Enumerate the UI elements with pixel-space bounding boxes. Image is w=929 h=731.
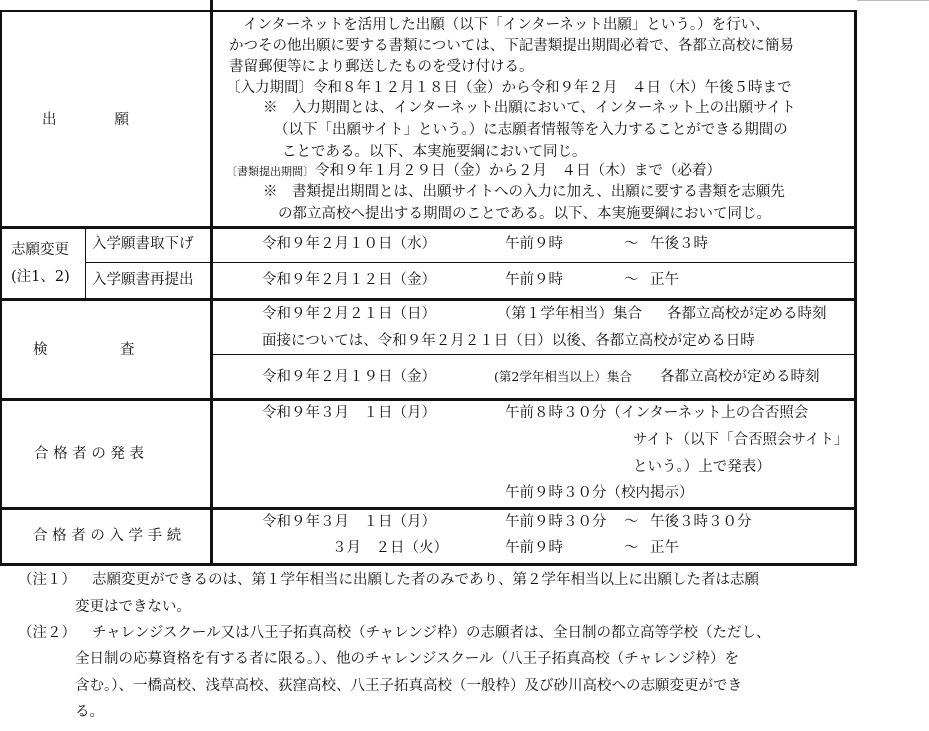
enrollment-start-time-1: 午前９時３０分 bbox=[505, 514, 607, 530]
table-col-divider bbox=[210, 0, 213, 566]
table-rule bbox=[0, 507, 857, 510]
table-border-bottom bbox=[0, 563, 857, 566]
input-period-line: 〔入力期間〕令和８年１２月１８日（金）から令和９年２月 ４日（木）午後５時まで bbox=[226, 80, 792, 96]
exam-group-second-year: (第2学年相当以上）集合 bbox=[494, 369, 632, 384]
table-border-right bbox=[854, 10, 857, 566]
exam-time-first-year: 各都立高校が定める時刻 bbox=[667, 306, 827, 322]
enrollment-end-time-2: 正午 bbox=[650, 540, 679, 556]
table-rule bbox=[86, 262, 857, 263]
interview-note: 面接については、令和９年２月２１日（日）以後、各都立高校が定める日時 bbox=[262, 333, 755, 349]
resubmit-date: 令和９年２月１２日（金） bbox=[262, 272, 436, 288]
table-border-left bbox=[0, 10, 2, 566]
enrollment-end-time-1: 午後３時３０分 bbox=[650, 514, 752, 530]
note-2-line: る。 bbox=[75, 704, 104, 720]
tilde: ～ bbox=[624, 540, 639, 556]
input-period-note: ※ 入力期間とは、インターネット出願において、インターネット上の出願サイト bbox=[263, 100, 796, 116]
row-label-note-ref: (注1、2) bbox=[11, 269, 70, 285]
exam-date-first-year: 令和９年２月２１日（日） bbox=[262, 306, 436, 322]
withdraw-end-time: 午後３時 bbox=[650, 236, 708, 252]
resubmit-end-time: 正午 bbox=[650, 272, 679, 288]
row-label-happyo: 合 格 者 の 発 表 bbox=[34, 446, 145, 462]
input-period-note: ことである。以下、本実施要綱において同じ。 bbox=[282, 144, 587, 160]
page-edge-line bbox=[857, 0, 929, 1]
table-rule bbox=[0, 398, 857, 401]
tilde: ～ bbox=[624, 236, 639, 252]
table-subcol-divider bbox=[85, 228, 86, 299]
note-1-line: 志願変更ができるのは、第１学年相当に出願した者のみであり、第２学年相当以上に出願した者は志願 bbox=[92, 572, 759, 588]
announcement-online-cont: という。）上で発表） bbox=[633, 459, 771, 475]
resubmit-start-time: 午前９時 bbox=[505, 272, 563, 288]
enrollment-start-time-2: 午前９時 bbox=[505, 540, 563, 556]
table-rule bbox=[0, 226, 857, 229]
enrollment-date-1: 令和９年３月 １日（月） bbox=[262, 514, 436, 530]
shutsugan-text-line: かつその他出願に要する書類については、下記書類提出期間必着で、各都立高校に簡易 bbox=[229, 38, 794, 54]
announcement-date: 令和９年３月 １日（月） bbox=[262, 405, 436, 421]
table-rule bbox=[212, 354, 857, 355]
document-period-tag: 〔書類提出期間〕 bbox=[226, 165, 314, 178]
document-period-note: ※ 書類提出期間とは、出願サイトへの入力に加え、出願に要する書類を志願先 bbox=[263, 184, 785, 200]
sub-label-withdraw: 入学願書取下げ bbox=[92, 236, 194, 252]
note-mark-1: （注１） bbox=[18, 572, 76, 588]
sub-label-resubmit: 入学願書再提出 bbox=[92, 272, 194, 288]
exam-date-second-year: 令和９年２月１９日（金） bbox=[262, 369, 436, 385]
note-mark-2: （注２） bbox=[18, 625, 76, 641]
input-period-note: （以下「出願サイト」という。）に志願者情報等を入力することができる期間の bbox=[274, 122, 788, 138]
row-label-tetsuzuki: 合 格 者 の 入 学 手 続 bbox=[33, 528, 182, 544]
note-2-line: チャレンジスクール又は八王子拓真高校（チャレンジ枠）の志願者は、全日制の都立高等学校（ただし、 bbox=[92, 625, 771, 641]
withdraw-date: 令和９年２月１０日（水） bbox=[262, 236, 436, 252]
document-period-line: 令和９年１月２９日（金）から２月 ４日（木）まで（必着） bbox=[315, 163, 721, 179]
note-1-line: 変更はできない。 bbox=[75, 599, 191, 615]
announcement-online-cont: サイト（以下「合否照会サイト」 bbox=[633, 432, 849, 448]
enrollment-date-2: ３月 ２日（火） bbox=[332, 540, 448, 556]
note-2-line: 全日制の応募資格を有する者に限る。）、他のチャレンジスクール（八王子拓真高校（チャレンジ枠）を bbox=[75, 651, 739, 667]
table-border-top bbox=[0, 10, 857, 12]
table-rule bbox=[0, 298, 857, 301]
announcement-board-time: 午前９時３０分（校内掲示） bbox=[505, 485, 694, 501]
row-label-shutsugan: 出 願 bbox=[42, 112, 129, 128]
tilde: ～ bbox=[624, 272, 639, 288]
row-label-shigan-henko: 志願変更 bbox=[11, 242, 69, 258]
exam-group-first-year: （第１学年相当）集合 bbox=[497, 306, 642, 322]
withdraw-start-time: 午前９時 bbox=[505, 236, 563, 252]
shutsugan-text-line: インターネットを活用した出願（以下「インターネット出願」という。）を行い、 bbox=[243, 17, 770, 33]
announcement-online-time: 午前８時３０分（インターネット上の合否照会 bbox=[505, 405, 809, 421]
note-2-line: 含む。）、一橋高校、浅草高校、荻窪高校、八王子拓真高校（一般枠）及び砂川高校への志願変更ができ bbox=[75, 678, 742, 694]
shutsugan-text-line: 書留郵便等により郵送したものを受け付ける。 bbox=[229, 59, 534, 75]
tilde: ～ bbox=[624, 514, 639, 530]
exam-time-second-year: 各都立高校が定める時刻 bbox=[660, 369, 820, 385]
row-label-kensa: 検 査 bbox=[33, 342, 135, 358]
document-period-note: の都立高校へ提出する期間のことである。以下、本実施要綱において同じ。 bbox=[278, 206, 771, 222]
